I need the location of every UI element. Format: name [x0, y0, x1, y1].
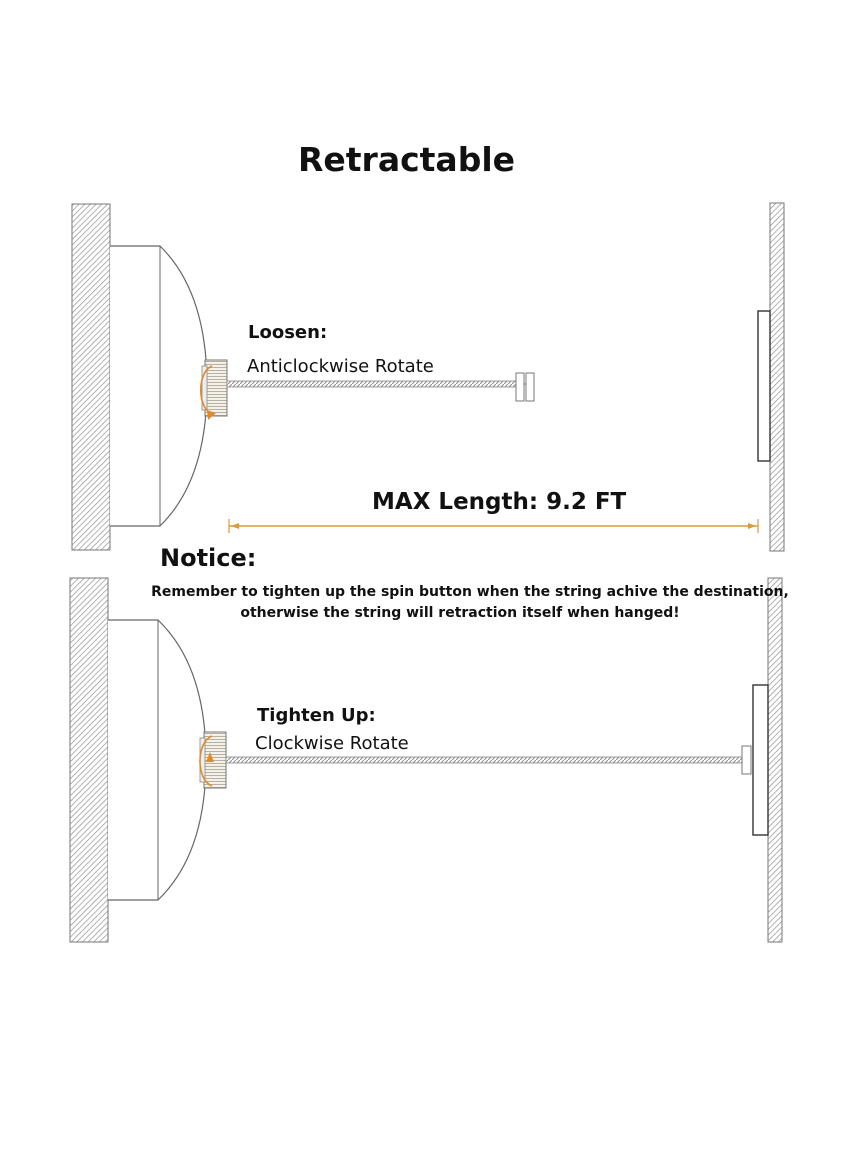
top-string-clip [516, 373, 534, 401]
top-wall-plate [758, 311, 770, 461]
bottom-string-clip [742, 746, 751, 774]
loosen-label: Loosen: [248, 322, 328, 343]
max-length-dimension [229, 519, 758, 533]
loosen-detail: Anticlockwise Rotate [247, 356, 434, 377]
top-reel-housing [110, 246, 207, 526]
notice-text-line1: Remember to tighten up the spin button when the string achive the destination, [151, 584, 789, 600]
bottom-assembly [70, 578, 782, 942]
bottom-wall-plate [753, 685, 768, 835]
bottom-reel-housing [108, 620, 206, 900]
max-length-label: MAX Length: 9.2 FT [372, 489, 627, 515]
top-left-wall [72, 204, 110, 550]
top-right-wall [770, 203, 784, 551]
top-string [227, 381, 517, 387]
notice-text-line2: otherwise the string will retraction itself when hanged! [240, 605, 680, 621]
bottom-right-wall [768, 578, 782, 942]
page-title: Retractable [297, 140, 516, 179]
notice-heading: Notice: [160, 544, 257, 572]
bottom-string [226, 757, 743, 763]
bottom-left-wall [70, 578, 108, 942]
tighten-label: Tighten Up: [257, 705, 376, 726]
tighten-detail: Clockwise Rotate [255, 733, 409, 754]
